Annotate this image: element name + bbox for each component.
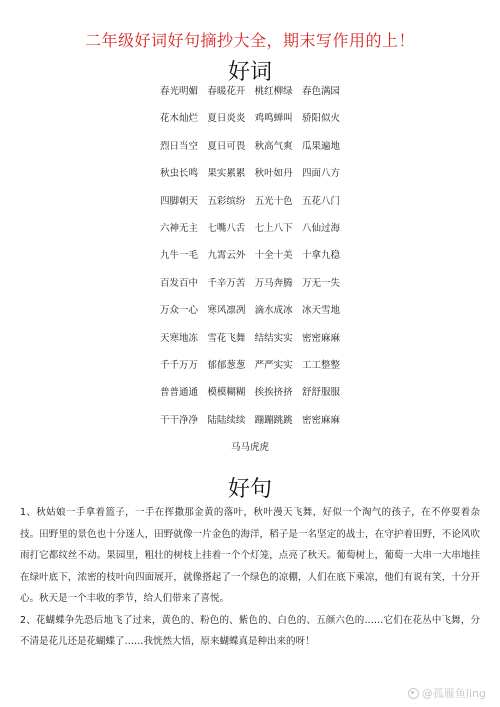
word-item: 天寒地冻 — [160, 332, 199, 344]
word-item: 五光十色 — [254, 195, 293, 207]
words-section-title: 好词 — [227, 60, 272, 85]
word-item: 百发百中 — [160, 277, 199, 289]
word-row — [160, 278, 340, 289]
word-item: 五彩缤纷 — [207, 195, 246, 207]
watermark-text: @孤雁鱼ling — [421, 687, 486, 700]
word-item: 万无一失 — [301, 277, 340, 289]
word-row — [160, 168, 340, 179]
word-grid — [160, 86, 340, 469]
word-item: 千辛万苦 — [207, 277, 246, 289]
word-item: 密密麻麻 — [301, 332, 340, 344]
word-item: 陆陆续续 — [207, 414, 246, 426]
word-row — [160, 305, 340, 316]
watermark — [408, 685, 486, 701]
word-item: 果实累累 — [207, 168, 246, 180]
word-row — [160, 113, 340, 124]
sentences-section-title: 好句 — [227, 477, 272, 502]
word-item: 秋虫长鸣 — [160, 168, 199, 180]
word-item: 冰天雪地 — [301, 305, 340, 317]
word-item: 秋高气爽 — [254, 140, 293, 152]
word-item: 烈日当空 — [160, 140, 199, 152]
word-row — [160, 387, 340, 398]
word-item: 春暖花开 — [207, 86, 246, 97]
word-row — [160, 223, 340, 234]
word-item: 骄阳似火 — [301, 113, 340, 125]
document-title: 二年级好词好句摘抄大全，期末写作用的上！ — [84, 31, 415, 50]
sentence-paragraph: 2、花蝴蝶争先恐后地飞了过来，黄色的、粉色的、紫色的、白色的、五颜六色的……它们在花丛中飞舞，分不清是花儿还是花蝴蝶了……我恍然大悟，原来蝴蝶真是种出来的呀！ — [20, 614, 480, 647]
word-item: 夏日炎炎 — [207, 113, 246, 125]
word-item: 九霄云外 — [207, 250, 246, 262]
word-item: 六神无主 — [160, 222, 199, 234]
word-item: 万马奔腾 — [254, 277, 293, 289]
sentences-body — [20, 502, 480, 653]
word-item: 模模糊糊 — [207, 387, 246, 399]
word-item: 秋叶如丹 — [254, 168, 293, 180]
word-row — [160, 86, 340, 97]
word-item: 密密麻麻 — [301, 414, 340, 426]
word-item: 瓜果遍地 — [301, 140, 340, 152]
word-row — [160, 415, 340, 426]
word-item: 七上八下 — [254, 222, 293, 234]
sentence-paragraph: 1、秋姑娘一手拿着篮子，一手在挥撒那金黄的落叶，秋叶漫天飞舞，好似一个淘气的孩子，在不停耍着杂技。田野里的景色也十分迷人，田野就像一片金色的海洋，稻子是一名坚定的战士，在守护着田野，不论风吹雨打它都纹丝不动。果园里，粗壮的树枝上挂着一个个灯笼，点亮了秋天。葡萄树上，葡萄一大串一大串地挂在绿叶底下，浓密的枝叶向四面展开，就像搭起了一个绿色的凉棚，人们在底下乘凉，他们有说有笑，十分开心。秋天是一个丰收的季节，给人们带来了喜悦。 — [20, 507, 480, 604]
word-item: 挨挨挤挤 — [254, 387, 293, 399]
word-item: 郁郁葱葱 — [207, 359, 246, 371]
word-item: 十拿九稳 — [301, 250, 340, 262]
word-row — [160, 141, 340, 152]
word-item: 万众一心 — [160, 305, 199, 317]
word-item: 寒风凛冽 — [207, 305, 246, 317]
word-item: 桃红柳绿 — [254, 86, 293, 97]
word-item: 七嘴八舌 — [207, 222, 246, 234]
word-item: 雪花飞舞 — [207, 332, 246, 344]
word-item: 春光明媚 — [160, 86, 199, 97]
word-item: 舒舒服服 — [301, 387, 340, 399]
word-item: 千千万万 — [160, 359, 199, 371]
word-item: 五花八门 — [301, 195, 340, 207]
word-item: 普普通通 — [160, 387, 199, 399]
word-item: 四脚朝天 — [160, 195, 199, 207]
word-item: 严严实实 — [254, 359, 293, 371]
word-item: 夏日可畏 — [207, 140, 246, 152]
word-item: 结结实实 — [254, 332, 293, 344]
word-item: 四面八方 — [301, 168, 340, 180]
word-row — [160, 333, 340, 344]
word-item: 蹦蹦跳跳 — [254, 414, 293, 426]
word-row — [160, 196, 340, 207]
word-item: 干干净净 — [160, 414, 199, 426]
word-row — [160, 250, 340, 261]
word-item: 滴水成冰 — [254, 305, 293, 317]
word-item: 工工整整 — [301, 359, 340, 371]
word-item: 十全十美 — [254, 250, 293, 262]
word-row — [160, 360, 340, 371]
word-row — [160, 442, 340, 453]
word-item: 八仙过海 — [301, 222, 340, 234]
word-item: 九牛一毛 — [160, 250, 199, 262]
word-item: 鸡鸣蝉叫 — [254, 113, 293, 125]
watermark-logo-icon — [408, 688, 419, 699]
word-item: 马马虎虎 — [230, 442, 269, 454]
word-item: 春色满园 — [301, 86, 340, 97]
word-item: 花木灿烂 — [160, 113, 199, 125]
